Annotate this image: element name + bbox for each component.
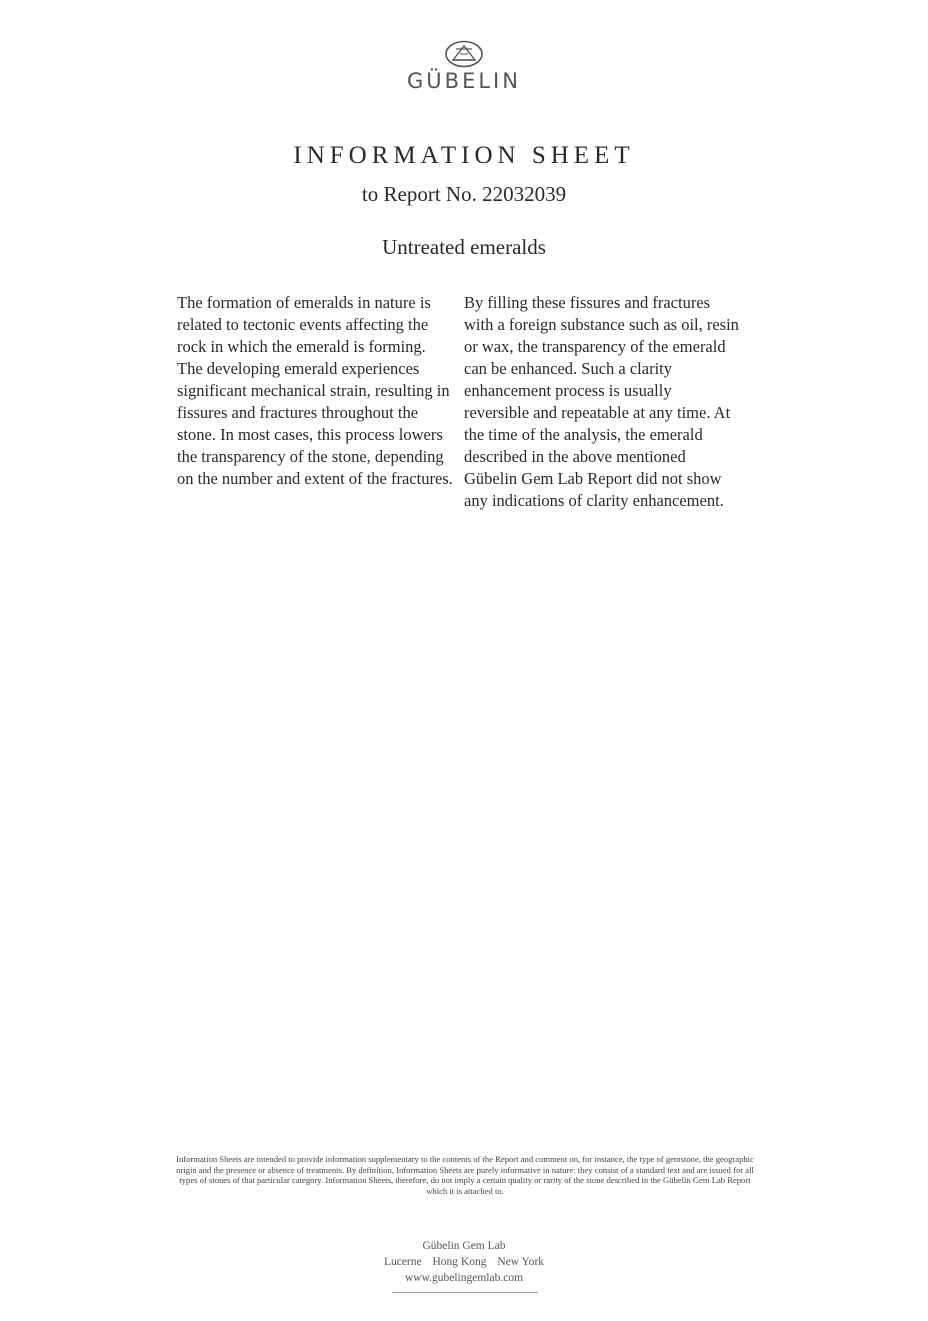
header: [0, 40, 928, 93]
city-lucerne: Lucerne: [383, 1256, 422, 1268]
city-new-york: New York: [497, 1256, 545, 1268]
body-column-right: By filling these fissures and fractures with a foreign substance such as oil, resin or wax, the transparency of the emerald can be enhanced. Such a clarity enhancement process is usually reversible and repeatable at any time. At the time of the analysis, the emerald described in the above mentioned Gübelin Gem Lab Report did not show any indications of clarity enhancement.: [464, 293, 739, 510]
section-heading: Untreated emeralds: [382, 235, 546, 259]
gubelin-emblem-icon: [444, 40, 484, 68]
website-link[interactable]: www.gubelingemlab.com: [404, 1272, 524, 1284]
footer: [0, 1238, 928, 1286]
body-column-left: The formation of emeralds in nature is related to tectonic events affecting the rock in which the emerald is forming. The developing emerald experiences significant mechanical strain, resulting in fissures and fractures throughout the stone. In most cases, this process lowers the transparency of the stone, depending on the number and extent of the fractures.: [177, 293, 453, 488]
report-number: to Report No. 22032039: [361, 182, 567, 206]
document-title: INFORMATION SHEET: [293, 142, 635, 169]
disclaimer-text: Information Sheets are intended to provide information supplementary to the contents of the Report and comment on, for instance, the type of gemstone, the geographic origin and the presence or absence of treatments. By definition, Information Sheets are purely informative in nature: they consist of a standard text and are issued for all types of stones of that particular category. Information Sheets, therefore, do not imply a certain quality or rarity of the stone described in the Gübelin Gem Lab Report which it is attached to.: [176, 1154, 754, 1196]
lab-locations: [0, 1254, 928, 1270]
city-hong-kong: Hong Kong: [432, 1256, 487, 1268]
footer-divider: [392, 1292, 538, 1293]
lab-name: Gübelin Gem Lab: [422, 1240, 506, 1252]
brand-wordmark: GÜBELIN: [407, 69, 521, 93]
